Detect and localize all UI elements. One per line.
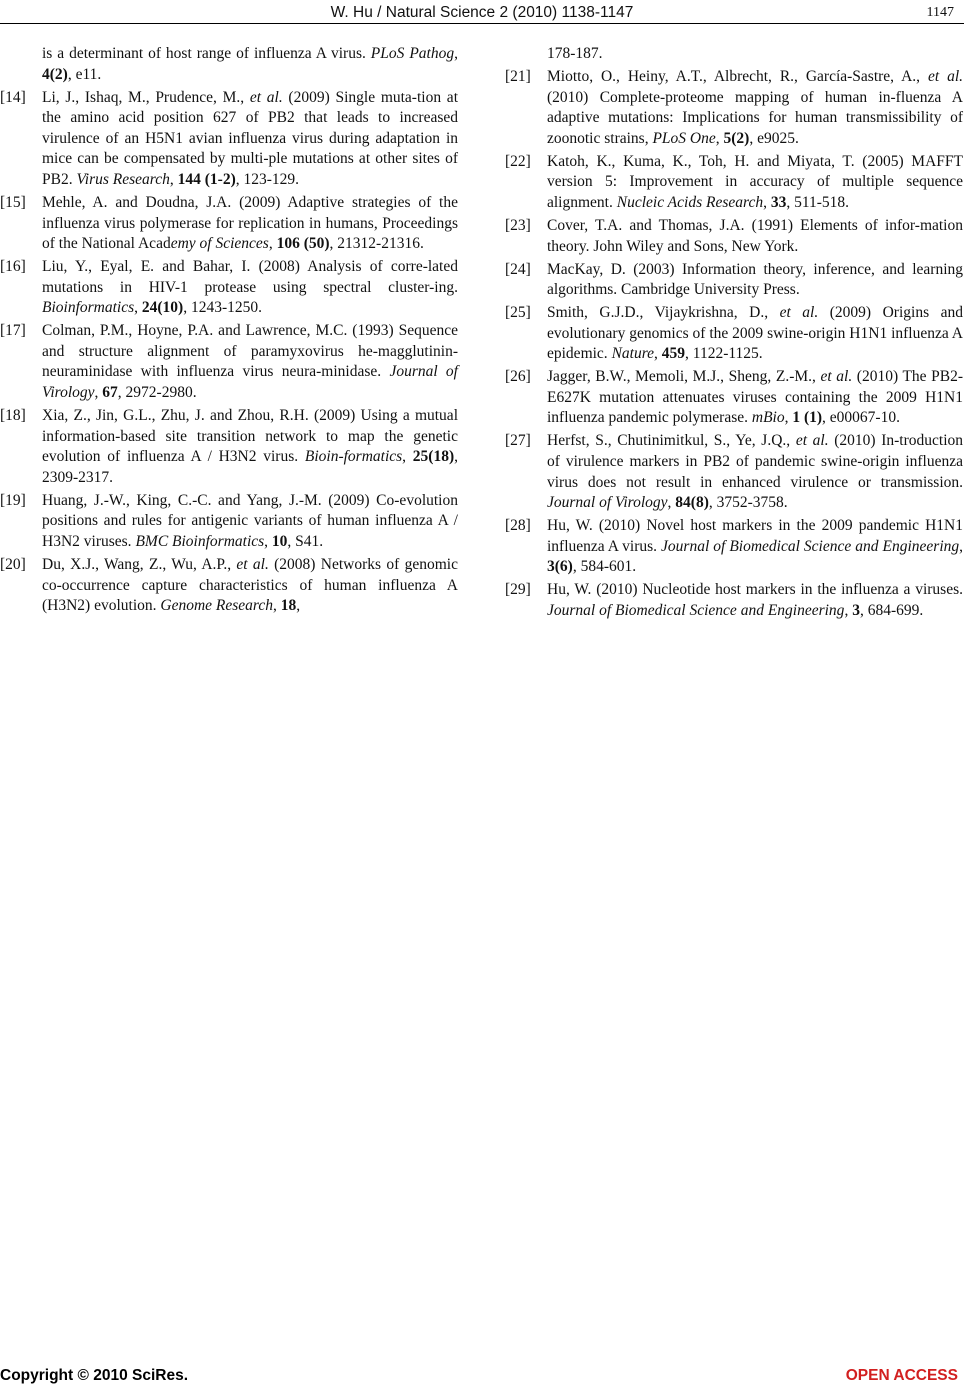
reference-number: [15] — [0, 193, 26, 211]
reference-number: [27] — [505, 432, 531, 450]
reference-entry — [505, 67, 963, 149]
reference-text: , — [784, 409, 793, 427]
reference-text: (2010) In-troduction of virulence markers in PB2 of pandemic swine-origin influenza virus does not result in enhanced virulence or transmission. — [547, 432, 964, 491]
reference-italic-text: Nature — [611, 345, 655, 363]
reference-entry — [505, 367, 963, 429]
header-divider — [0, 23, 964, 24]
reference-bold-text: 25(18) — [412, 448, 455, 466]
reference-number: [23] — [505, 216, 531, 234]
reference-italic-text: emy of Sciences — [170, 235, 269, 253]
reference-entry — [505, 303, 963, 365]
reference-text: Katoh, K., Kuma, K., Toh, H. and Miyata, T. (2005) MAFFT version 5: Improvement in accuracy of multiple sequence alignment. — [547, 152, 963, 211]
reference-entry — [505, 44, 963, 65]
reference-text: (2008) Networks of genomic co-occurrence capture characteristics of human influenza A (H3N2) evolution. — [42, 555, 458, 615]
reference-entry — [0, 321, 458, 403]
reference-italic-text: Bioinformatics — [42, 299, 135, 317]
reference-entry — [0, 555, 458, 617]
reference-entry — [0, 257, 458, 319]
reference-number: [25] — [505, 304, 531, 322]
reference-bold-text: 10 — [271, 533, 288, 550]
reference-text: , 3752-3758. — [708, 494, 788, 512]
open-access-label: OPEN ACCESS — [845, 1367, 958, 1384]
reference-text: (2010) The PB2-E627K mutation attenuates viruses containing the 2009 H1N1 influenza pandemic polymerase. — [547, 368, 964, 427]
reference-text: is a determinant of host range of influenza A virus. — [42, 45, 371, 62]
reference-text: Mehle, A. and Doudna, J.A. (2009) Adaptive strategies of the influenza virus polymerase for replication in humans, Proceedings of the National Acad — [42, 193, 458, 253]
reference-text: Liu, Y., Eyal, E. and Bahar, I. (2008) Analysis of corre-lated mutations in HIV-1 protease using spectral cluster-ing. — [42, 258, 458, 296]
reference-italic-text: et al. — [236, 555, 269, 573]
reference-text: Smith, G.J.D., Vijaykrishna, D., — [547, 304, 780, 322]
reference-text: Herfst, S., Chutinimitkul, S., Ye, J.Q., — [547, 432, 796, 450]
reference-text: , 123-129. — [235, 170, 300, 188]
page-header — [0, 2, 964, 26]
reference-bold-text: 3(6) — [547, 558, 573, 576]
reference-text: , — [844, 601, 853, 619]
reference-bold-text: 4(2) — [42, 65, 68, 83]
reference-italic-text: Bioin-formatics — [304, 448, 403, 466]
reference-text: Xia, Z., Jin, G.L., Zhu, J. and Zhou, R.H. (2009) Using a mutual information-based site transition network to map the genetic evolution of influenza A / H3N2 virus. — [42, 407, 458, 466]
reference-bold-text: 67 — [102, 384, 118, 402]
reference-entry — [505, 260, 963, 301]
reference-text: , — [402, 448, 413, 466]
reference-text: , — [959, 537, 964, 555]
reference-bold-text: 459 — [661, 345, 686, 363]
reference-text: , e9025. — [749, 129, 799, 147]
reference-entry — [505, 580, 963, 621]
reference-italic-text: Journal of Virology — [547, 494, 668, 512]
reference-text: Cover, T.A. and Thomas, J.A. (1991) Elements of infor-mation theory. John Wiley and Sons, New York. — [547, 216, 963, 255]
copyright-notice: Copyright © 2010 SciRes. — [0, 1367, 189, 1384]
reference-text: , 511-518. — [786, 193, 850, 211]
reference-number: [16] — [0, 258, 26, 276]
reference-text: Hu, W. (2010) Novel host markers in the 2009 pandemic H1N1 influenza A virus. — [547, 517, 963, 555]
reference-entry — [0, 406, 458, 488]
reference-text: , — [715, 129, 724, 147]
running-title: W. Hu / Natural Science 2 (2010) 1138-1147 — [330, 4, 634, 21]
reference-text: , 1243-1250. — [183, 299, 263, 317]
page-number: 1147 — [926, 5, 954, 20]
reference-number: [19] — [0, 491, 26, 509]
reference-text: 178-187. — [547, 45, 603, 62]
reference-bold-text: 84(8) — [675, 494, 709, 512]
reference-italic-text: Journal of Virology — [42, 363, 458, 402]
reference-text: , — [654, 345, 662, 363]
reference-italic-text: PLoS Pathog — [370, 45, 455, 62]
reference-text: , — [268, 235, 277, 253]
reference-text: Colman, P.M., Hoyne, P.A. and Lawrence, M.C. (1993) Sequence and structure alignment of paramyxovirus he-magglutinin-neuraminidase with influenza virus neura-minidase. — [42, 322, 458, 381]
reference-text: , — [134, 299, 142, 317]
reference-bold-text: 3 — [852, 601, 860, 619]
reference-number: [24] — [505, 260, 531, 278]
reference-bold-text: 144 (1-2) — [177, 170, 236, 188]
reference-italic-text: Nucleic Acids Research — [616, 193, 764, 211]
reference-italic-text: mBio — [751, 409, 785, 427]
reference-text: , — [169, 170, 178, 188]
reference-italic-text: et al. — [820, 368, 853, 386]
reference-entry — [505, 431, 963, 513]
reference-italic-text: et al. — [927, 67, 963, 85]
reference-text: Du, X.J., Wang, Z., Wu, A.P., — [42, 555, 237, 573]
reference-bold-text: 24(10) — [141, 299, 184, 317]
reference-italic-text: Virus Research — [76, 170, 170, 188]
reference-italic-text: Journal of Biomedical Science and Engineering — [661, 537, 960, 555]
reference-bold-text: 5(2) — [723, 129, 750, 147]
reference-text: , 1122-1125. — [685, 345, 763, 363]
reference-text: (2010) Complete-proteome mapping of human in-fluenza A adaptive mutations: Implications for human transmissibility of zoonotic strains, — [547, 88, 963, 147]
reference-text: , 21312-21316. — [329, 235, 424, 253]
reference-text: , e11. — [67, 65, 102, 83]
reference-text: Jagger, B.W., Memoli, M.J., Sheng, Z.-M., — [547, 368, 821, 386]
reference-number: [20] — [0, 555, 26, 573]
reference-bold-text: 18 — [280, 597, 297, 615]
reference-number: [18] — [0, 407, 26, 425]
reference-text: (2009) Origins and evolutionary genomics of the 2009 swine-origin H1N1 influenza A epidemic. — [547, 304, 963, 363]
reference-text: Li, J., Ishaq, M., Prudence, M., — [42, 88, 250, 106]
reference-text: , — [264, 533, 272, 550]
reference-text: , — [273, 597, 281, 615]
reference-italic-text: BMC Bioinformatics — [135, 533, 265, 550]
reference-bold-text: 1 (1) — [792, 409, 823, 427]
reference-text: , — [763, 193, 771, 211]
reference-text: , 584-601. — [572, 558, 637, 576]
reference-italic-text: et al. — [779, 304, 819, 322]
reference-number: [17] — [0, 322, 26, 340]
reference-text: (2009) Single muta-tion at the amino acid position 627 of PB2 that leads to increased virulence of an H5N1 avian influenza virus during adaptation in mice can be compensated by multi-ple mutations at other sites of PB2. — [42, 88, 458, 188]
reference-number: [21] — [505, 67, 531, 85]
reference-text: Hu, W. (2010) Nucleotide host markers in the influenza a viruses. — [547, 581, 963, 599]
reference-italic-text: et al. — [249, 88, 283, 106]
reference-entry — [0, 491, 458, 553]
reference-italic-text: et al. — [795, 432, 829, 450]
reference-bold-text: 106 (50) — [276, 235, 330, 253]
reference-entry — [505, 516, 963, 578]
reference-number: [28] — [505, 517, 531, 535]
reference-text: Huang, J.-W., King, C.-C. and Yang, J.-M. (2009) Co-evolution positions and rules for antigenic variants of human influenza A / H3N2 viruses. — [42, 491, 458, 550]
reference-number: [26] — [505, 368, 531, 386]
reference-text: , — [94, 384, 103, 402]
reference-text: , 684-699. — [859, 601, 924, 619]
reference-entry — [505, 152, 963, 214]
reference-bold-text: 33 — [770, 193, 787, 211]
reference-text: , 2309-2317. — [42, 448, 458, 486]
reference-italic-text: PLoS One — [652, 129, 716, 147]
reference-text: Miotto, O., Heiny, A.T., Albrecht, R., García-Sastre, A., — [547, 67, 928, 85]
reference-entry — [505, 216, 963, 257]
reference-entry — [0, 88, 458, 191]
reference-number: [29] — [505, 581, 531, 599]
reference-text: , 2972-2980. — [117, 384, 197, 402]
reference-text: , — [454, 45, 458, 62]
reference-text: , — [296, 597, 301, 615]
reference-text: MacKay, D. (2003) Information theory, inference, and learning algorithms. Cambridge University Press. — [547, 260, 963, 299]
references-right-column — [505, 44, 963, 624]
reference-text: , — [667, 494, 676, 512]
page-footer — [0, 1366, 964, 1386]
references-left-column — [0, 44, 458, 619]
reference-italic-text: Genome Research — [160, 597, 274, 615]
reference-text: , e00067-10. — [822, 409, 900, 427]
reference-entry — [0, 193, 458, 255]
reference-entry — [0, 44, 458, 85]
reference-number: [14] — [0, 88, 26, 106]
reference-text: , S41. — [287, 533, 324, 550]
reference-italic-text: Journal of Biomedical Science and Engineering — [547, 601, 845, 619]
reference-number: [22] — [505, 152, 531, 170]
